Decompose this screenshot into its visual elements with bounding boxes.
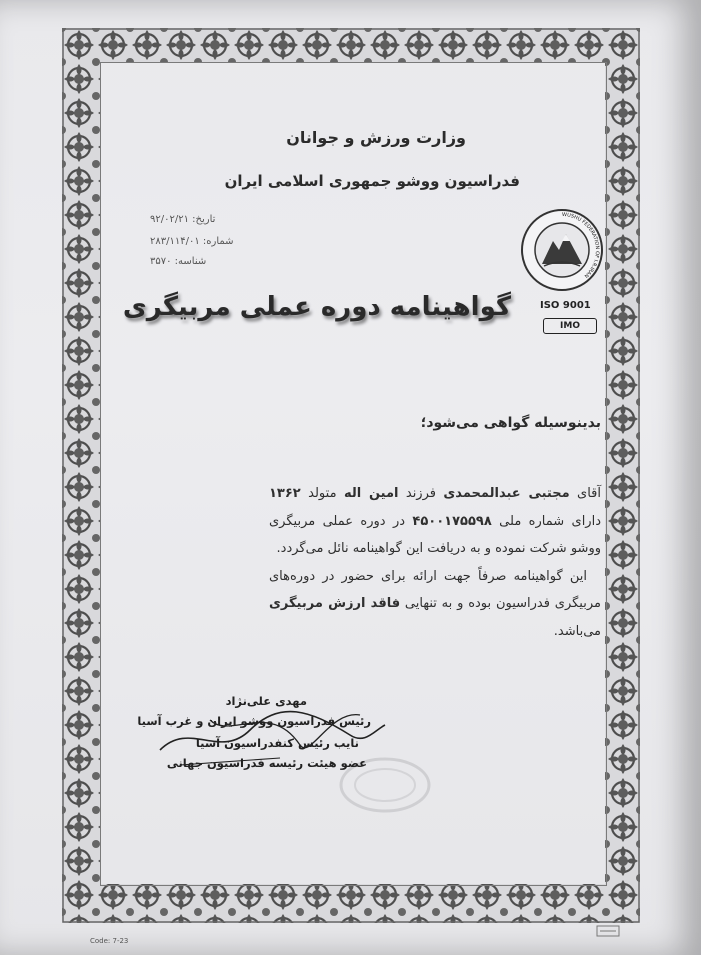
imo-badge: IMO (543, 318, 597, 334)
body-paragraph-2: این گواهینامه صرفاً جهت ارائه برای حضور در دوره‌های مربیگری فدراسیون بوده و به تنهایی فاقد ارزش مربیگری می‌باشد. (269, 568, 601, 639)
federation-name: فدراسیون ووشو جمهوری اسلامی ایران (224, 172, 520, 190)
birth-year: ۱۳۶۲ (269, 486, 301, 501)
iso-label: ISO 9001 (540, 300, 591, 311)
signatory-title-2: نایب رئیس کنفدراسیون آسیا (195, 736, 359, 750)
date-field: تاریخ: ۹۲/۰۲/۲۱ (150, 214, 216, 225)
footer-code: Code: 7-23 (90, 937, 129, 945)
father-name: امین اله (343, 486, 399, 501)
body-paragraph-1: آقای مجتبی عبدالمحمدی فرزند امین اله متولد ۱۳۶۲ دارای شماره ملی ۴۵۰۰۱۷۵۵۹۸ در دوره عملی مربیگری ووشو شرکت نموده و به دریافت این گواهینامه نائل می‌گردد. (269, 486, 602, 556)
id-field: شناسه: ۳۵۷۰ (150, 256, 207, 267)
logo-ring-text: WUSHU FEDERATION OF I.R.IRAN (561, 211, 600, 279)
signatory-title-1: رئیس فدراسیون ووشو ایران و غرب آسیا (137, 714, 371, 728)
federation-logo (520, 208, 604, 292)
ministry-name: وزارت ورزش و جوانان (286, 128, 466, 147)
signatory-name: مهدی علی‌نژاد (225, 694, 307, 708)
no-value-note: فاقد ارزش مربیگری (269, 596, 401, 611)
certify-line: بدینوسیله گواهی می‌شود؛ (420, 415, 601, 431)
certificate-body (269, 480, 601, 645)
national-id: ۴۵۰۰۱۷۵۵۹۸ (412, 513, 492, 529)
signatory-title-3: عضو هیئت رئیسه فدراسیون جهانی (166, 756, 367, 770)
certificate-title: گواهینامه دوره عملی مربیگری (122, 292, 511, 322)
recipient-name: مجتبی عبدالمحمدی (443, 486, 570, 501)
number-field: شماره: ۲۸۳/۱۱۴/۰۱ (150, 236, 234, 247)
printer-mark-icon (596, 925, 620, 937)
